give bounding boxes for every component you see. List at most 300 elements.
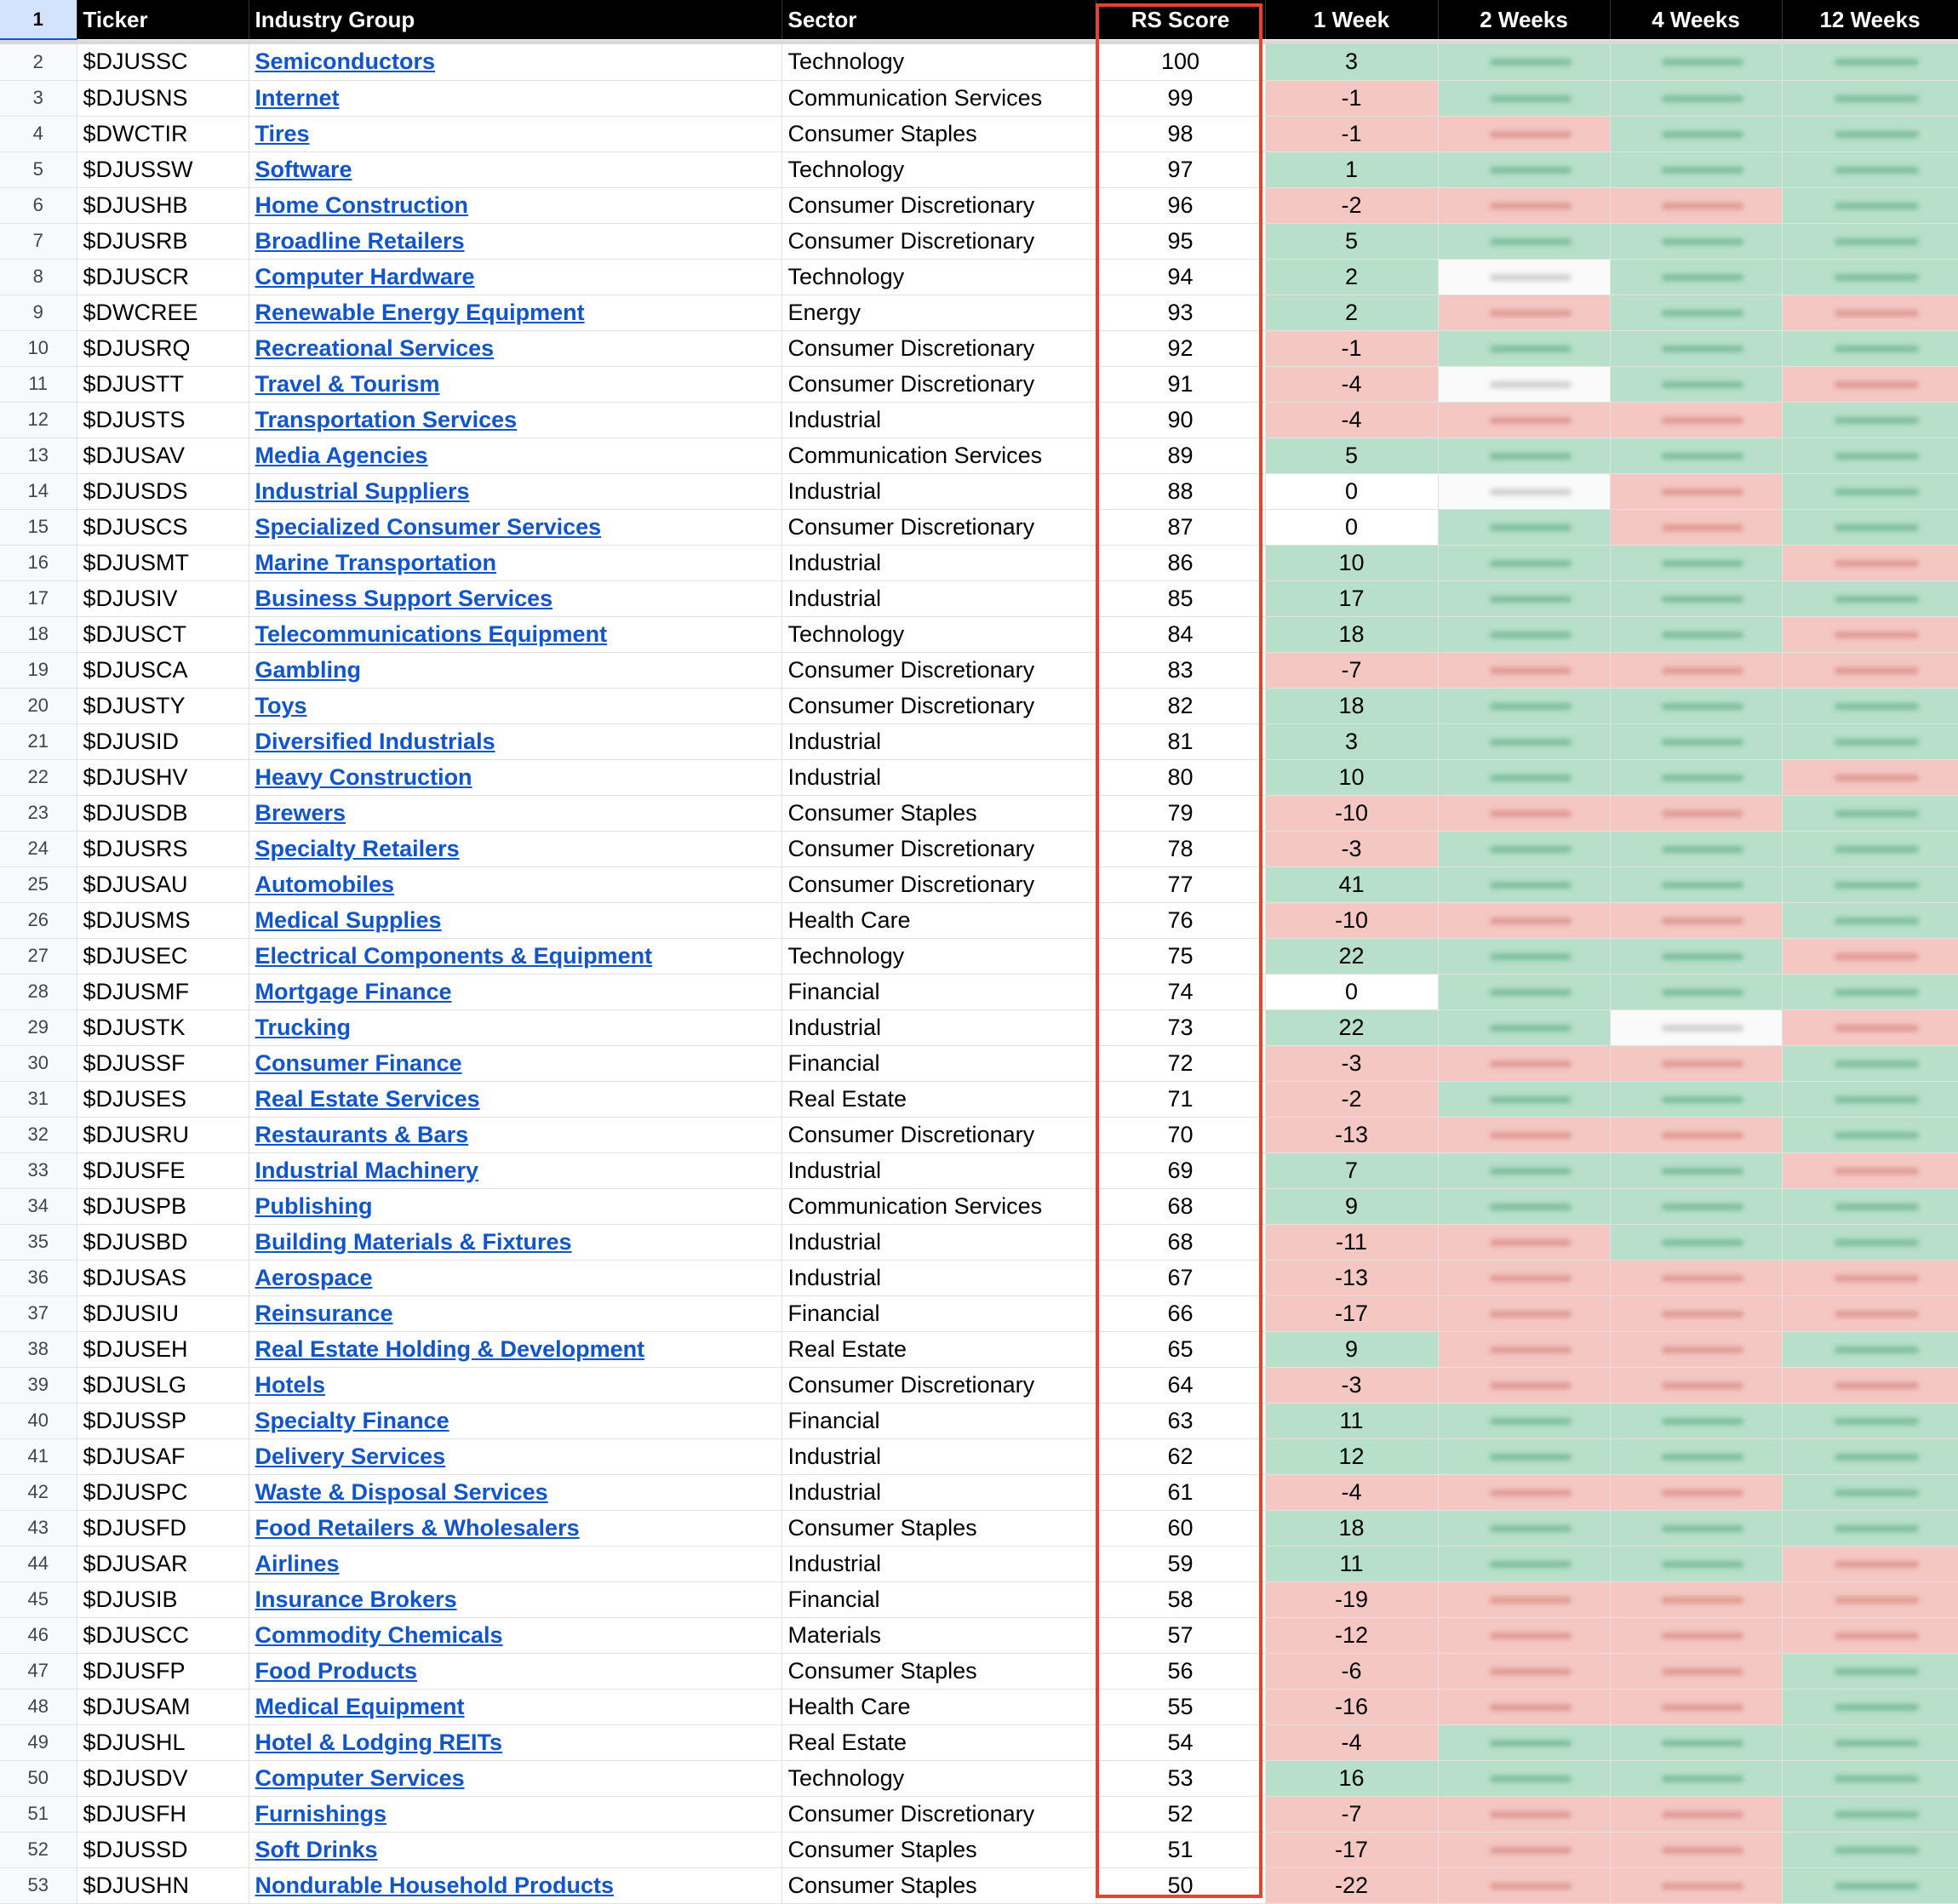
- week1-change-cell[interactable]: 18: [1265, 1510, 1438, 1546]
- industry-cell[interactable]: [249, 187, 781, 223]
- week4-change-cell-blurred[interactable]: [1610, 1403, 1782, 1438]
- week4-change-cell-blurred[interactable]: [1610, 259, 1782, 294]
- industry-cell[interactable]: [249, 1188, 781, 1224]
- week1-change-cell[interactable]: -1: [1265, 80, 1438, 116]
- rs-score-cell[interactable]: 98: [1096, 116, 1265, 152]
- week12-column-header[interactable]: 12 Weeks: [1782, 0, 1958, 39]
- ticker-cell[interactable]: $DJUSMT: [77, 545, 249, 580]
- week4-change-cell-blurred[interactable]: [1610, 1152, 1782, 1188]
- week1-change-cell[interactable]: 0: [1265, 473, 1438, 509]
- rs-score-column-header[interactable]: RS Score: [1096, 0, 1265, 39]
- rs-score-cell[interactable]: 66: [1096, 1295, 1265, 1331]
- sector-cell[interactable]: Real Estate: [781, 1724, 1096, 1760]
- industry-cell[interactable]: [249, 1331, 781, 1367]
- row-number[interactable]: 24: [0, 831, 77, 866]
- sector-cell[interactable]: Industrial: [781, 759, 1096, 795]
- week1-change-cell[interactable]: 2: [1265, 259, 1438, 294]
- industry-link[interactable]: Specialty Retailers: [255, 835, 460, 861]
- week4-change-cell-blurred[interactable]: [1610, 580, 1782, 616]
- ticker-cell[interactable]: $DJUSAU: [77, 866, 249, 902]
- sector-cell[interactable]: Consumer Discretionary: [781, 1367, 1096, 1403]
- week4-change-cell-blurred[interactable]: [1610, 437, 1782, 473]
- sector-cell[interactable]: Consumer Discretionary: [781, 1796, 1096, 1832]
- ticker-cell[interactable]: $DJUSCA: [77, 652, 249, 688]
- rs-score-cell[interactable]: 78: [1096, 831, 1265, 866]
- week1-change-cell[interactable]: -17: [1265, 1832, 1438, 1867]
- sector-cell[interactable]: Consumer Staples: [781, 1867, 1096, 1903]
- ticker-cell[interactable]: $DJUSAM: [77, 1689, 249, 1724]
- industry-link[interactable]: Aerospace: [255, 1264, 373, 1290]
- industry-link[interactable]: Internet: [255, 84, 340, 111]
- week2-change-cell-blurred[interactable]: [1438, 831, 1610, 866]
- sector-cell[interactable]: Communication Services: [781, 80, 1096, 116]
- week1-change-cell[interactable]: -2: [1265, 1081, 1438, 1117]
- industry-cell[interactable]: [249, 688, 781, 723]
- row-number[interactable]: 5: [0, 152, 77, 187]
- sector-cell[interactable]: Technology: [781, 259, 1096, 294]
- row-number[interactable]: 4: [0, 116, 77, 152]
- sector-cell[interactable]: Consumer Discretionary: [781, 866, 1096, 902]
- row-number-header[interactable]: 1: [0, 0, 77, 39]
- sector-cell[interactable]: Industrial: [781, 545, 1096, 580]
- week2-change-cell-blurred[interactable]: [1438, 1510, 1610, 1546]
- industry-link[interactable]: Airlines: [255, 1550, 340, 1576]
- rs-score-cell[interactable]: 88: [1096, 473, 1265, 509]
- sector-cell[interactable]: Financial: [781, 1045, 1096, 1081]
- week2-change-cell-blurred[interactable]: [1438, 1009, 1610, 1045]
- row-number[interactable]: 28: [0, 974, 77, 1009]
- industry-link[interactable]: Industrial Machinery: [255, 1157, 479, 1183]
- industry-cell[interactable]: [249, 473, 781, 509]
- week2-change-cell-blurred[interactable]: [1438, 330, 1610, 366]
- industry-cell[interactable]: [249, 1438, 781, 1474]
- row-number[interactable]: 41: [0, 1438, 77, 1474]
- week12-change-cell-blurred[interactable]: [1782, 1474, 1958, 1510]
- week2-change-cell-blurred[interactable]: [1438, 1474, 1610, 1510]
- week4-change-cell-blurred[interactable]: [1610, 831, 1782, 866]
- week4-change-cell-blurred[interactable]: [1610, 402, 1782, 437]
- row-number[interactable]: 32: [0, 1117, 77, 1152]
- week4-change-cell-blurred[interactable]: [1610, 759, 1782, 795]
- rs-score-cell[interactable]: 59: [1096, 1546, 1265, 1581]
- industry-cell[interactable]: [249, 1403, 781, 1438]
- week4-change-cell-blurred[interactable]: [1610, 652, 1782, 688]
- week2-change-cell-blurred[interactable]: [1438, 402, 1610, 437]
- week4-change-cell-blurred[interactable]: [1610, 80, 1782, 116]
- rs-score-cell[interactable]: 62: [1096, 1438, 1265, 1474]
- week12-change-cell-blurred[interactable]: [1782, 723, 1958, 759]
- week12-change-cell-blurred[interactable]: [1782, 688, 1958, 723]
- week1-change-cell[interactable]: 22: [1265, 1009, 1438, 1045]
- row-number[interactable]: 50: [0, 1760, 77, 1796]
- week4-change-cell-blurred[interactable]: [1610, 44, 1782, 80]
- row-number[interactable]: 46: [0, 1617, 77, 1653]
- row-number[interactable]: 20: [0, 688, 77, 723]
- week12-change-cell-blurred[interactable]: [1782, 1653, 1958, 1689]
- week1-change-cell[interactable]: -6: [1265, 1653, 1438, 1689]
- rs-score-cell[interactable]: 69: [1096, 1152, 1265, 1188]
- week2-change-cell-blurred[interactable]: [1438, 1152, 1610, 1188]
- rs-score-cell[interactable]: 52: [1096, 1796, 1265, 1832]
- rs-score-cell[interactable]: 93: [1096, 294, 1265, 330]
- week2-change-cell-blurred[interactable]: [1438, 652, 1610, 688]
- industry-link[interactable]: Transportation Services: [255, 406, 518, 432]
- industry-cell[interactable]: [249, 330, 781, 366]
- ticker-cell[interactable]: $DWCREE: [77, 294, 249, 330]
- row-number[interactable]: 12: [0, 402, 77, 437]
- industry-link[interactable]: Delivery Services: [255, 1443, 446, 1469]
- ticker-cell[interactable]: $DJUSFD: [77, 1510, 249, 1546]
- industry-link[interactable]: Building Materials & Fixtures: [255, 1228, 572, 1255]
- week4-change-cell-blurred[interactable]: [1610, 1117, 1782, 1152]
- industry-cell[interactable]: [249, 1045, 781, 1081]
- rs-score-cell[interactable]: 87: [1096, 509, 1265, 545]
- sector-cell[interactable]: Industrial: [781, 580, 1096, 616]
- ticker-cell[interactable]: $DJUSFH: [77, 1796, 249, 1832]
- week4-change-cell-blurred[interactable]: [1610, 330, 1782, 366]
- industry-link[interactable]: Waste & Disposal Services: [255, 1478, 548, 1505]
- week2-change-cell-blurred[interactable]: [1438, 1367, 1610, 1403]
- rs-score-cell[interactable]: 91: [1096, 366, 1265, 402]
- week12-change-cell-blurred[interactable]: [1782, 1832, 1958, 1867]
- week1-column-header[interactable]: 1 Week: [1265, 0, 1438, 39]
- week2-change-cell-blurred[interactable]: [1438, 1331, 1610, 1367]
- row-number[interactable]: 47: [0, 1653, 77, 1689]
- industry-link[interactable]: Toys: [255, 692, 307, 718]
- industry-link[interactable]: Semiconductors: [255, 49, 436, 75]
- industry-column-header[interactable]: Industry Group: [249, 0, 781, 39]
- week4-change-cell-blurred[interactable]: [1610, 1045, 1782, 1081]
- rs-score-cell[interactable]: 81: [1096, 723, 1265, 759]
- ticker-cell[interactable]: $DJUSID: [77, 723, 249, 759]
- industry-cell[interactable]: [249, 580, 781, 616]
- ticker-cell[interactable]: $DJUSSP: [77, 1403, 249, 1438]
- week1-change-cell[interactable]: -13: [1265, 1117, 1438, 1152]
- week4-change-cell-blurred[interactable]: [1610, 152, 1782, 187]
- ticker-cell[interactable]: $DJUSIV: [77, 580, 249, 616]
- industry-cell[interactable]: [249, 652, 781, 688]
- row-number[interactable]: 29: [0, 1009, 77, 1045]
- rs-score-cell[interactable]: 51: [1096, 1832, 1265, 1867]
- week2-change-cell-blurred[interactable]: [1438, 938, 1610, 974]
- industry-cell[interactable]: [249, 80, 781, 116]
- industry-cell[interactable]: [249, 1760, 781, 1796]
- sector-cell[interactable]: Financial: [781, 1581, 1096, 1617]
- week4-change-cell-blurred[interactable]: [1610, 1796, 1782, 1832]
- row-number[interactable]: 14: [0, 473, 77, 509]
- week1-change-cell[interactable]: 18: [1265, 688, 1438, 723]
- week12-change-cell-blurred[interactable]: [1782, 223, 1958, 259]
- rs-score-cell[interactable]: 64: [1096, 1367, 1265, 1403]
- rs-score-cell[interactable]: 71: [1096, 1081, 1265, 1117]
- week2-change-cell-blurred[interactable]: [1438, 1224, 1610, 1260]
- industry-cell[interactable]: [249, 402, 781, 437]
- row-number[interactable]: 31: [0, 1081, 77, 1117]
- industry-link[interactable]: Hotel & Lodging REITs: [255, 1729, 502, 1755]
- industry-cell[interactable]: [249, 1367, 781, 1403]
- industry-cell[interactable]: [249, 437, 781, 473]
- sector-cell[interactable]: Industrial: [781, 1546, 1096, 1581]
- row-number[interactable]: 49: [0, 1724, 77, 1760]
- week12-change-cell-blurred[interactable]: [1782, 1724, 1958, 1760]
- industry-cell[interactable]: [249, 259, 781, 294]
- week12-change-cell-blurred[interactable]: [1782, 1117, 1958, 1152]
- week4-change-cell-blurred[interactable]: [1610, 1510, 1782, 1546]
- week12-change-cell-blurred[interactable]: [1782, 366, 1958, 402]
- row-number[interactable]: 36: [0, 1260, 77, 1295]
- rs-score-cell[interactable]: 96: [1096, 187, 1265, 223]
- rs-score-cell[interactable]: 70: [1096, 1117, 1265, 1152]
- row-number[interactable]: 42: [0, 1474, 77, 1510]
- sector-cell[interactable]: Consumer Staples: [781, 116, 1096, 152]
- week12-change-cell-blurred[interactable]: [1782, 795, 1958, 831]
- industry-link[interactable]: Business Support Services: [255, 585, 553, 611]
- industry-link[interactable]: Hotels: [255, 1371, 326, 1398]
- week4-change-cell-blurred[interactable]: [1610, 1867, 1782, 1903]
- week2-column-header[interactable]: 2 Weeks: [1438, 0, 1610, 39]
- ticker-cell[interactable]: $DJUSHN: [77, 1867, 249, 1903]
- ticker-cell[interactable]: $DJUSPB: [77, 1188, 249, 1224]
- week12-change-cell-blurred[interactable]: [1782, 473, 1958, 509]
- week1-change-cell[interactable]: 11: [1265, 1546, 1438, 1581]
- week4-change-cell-blurred[interactable]: [1610, 545, 1782, 580]
- rs-score-cell[interactable]: 79: [1096, 795, 1265, 831]
- sector-cell[interactable]: Financial: [781, 1403, 1096, 1438]
- rs-score-cell[interactable]: 57: [1096, 1617, 1265, 1653]
- week4-change-cell-blurred[interactable]: [1610, 187, 1782, 223]
- industry-cell[interactable]: [249, 1224, 781, 1260]
- sector-cell[interactable]: Consumer Discretionary: [781, 509, 1096, 545]
- rs-score-cell[interactable]: 99: [1096, 80, 1265, 116]
- row-number[interactable]: 52: [0, 1832, 77, 1867]
- rs-score-cell[interactable]: 53: [1096, 1760, 1265, 1796]
- week1-change-cell[interactable]: -4: [1265, 1724, 1438, 1760]
- week2-change-cell-blurred[interactable]: [1438, 1832, 1610, 1867]
- ticker-cell[interactable]: $DJUSAV: [77, 437, 249, 473]
- industry-link[interactable]: Tires: [255, 120, 310, 146]
- week4-change-cell-blurred[interactable]: [1610, 116, 1782, 152]
- week1-change-cell[interactable]: -16: [1265, 1689, 1438, 1724]
- week1-change-cell[interactable]: -1: [1265, 116, 1438, 152]
- industry-link[interactable]: Brewers: [255, 799, 346, 826]
- week12-change-cell-blurred[interactable]: [1782, 259, 1958, 294]
- week2-change-cell-blurred[interactable]: [1438, 1546, 1610, 1581]
- industry-cell[interactable]: [249, 974, 781, 1009]
- week4-change-cell-blurred[interactable]: [1610, 473, 1782, 509]
- rs-score-cell[interactable]: 77: [1096, 866, 1265, 902]
- week12-change-cell-blurred[interactable]: [1782, 330, 1958, 366]
- week4-change-cell-blurred[interactable]: [1610, 1760, 1782, 1796]
- week4-change-cell-blurred[interactable]: [1610, 902, 1782, 938]
- week4-change-cell-blurred[interactable]: [1610, 1295, 1782, 1331]
- week4-change-cell-blurred[interactable]: [1610, 509, 1782, 545]
- week1-change-cell[interactable]: 0: [1265, 509, 1438, 545]
- week1-change-cell[interactable]: 5: [1265, 223, 1438, 259]
- week1-change-cell[interactable]: -3: [1265, 1367, 1438, 1403]
- industry-link[interactable]: Soft Drinks: [255, 1836, 378, 1862]
- week1-change-cell[interactable]: -4: [1265, 1474, 1438, 1510]
- week12-change-cell-blurred[interactable]: [1782, 1689, 1958, 1724]
- ticker-cell[interactable]: $DJUSDS: [77, 473, 249, 509]
- industry-cell[interactable]: [249, 223, 781, 259]
- sector-cell[interactable]: Consumer Staples: [781, 1832, 1096, 1867]
- sector-cell[interactable]: Industrial: [781, 723, 1096, 759]
- row-number[interactable]: 27: [0, 938, 77, 974]
- week4-change-cell-blurred[interactable]: [1610, 1438, 1782, 1474]
- week1-change-cell[interactable]: 2: [1265, 294, 1438, 330]
- sector-cell[interactable]: Real Estate: [781, 1331, 1096, 1367]
- row-number[interactable]: 43: [0, 1510, 77, 1546]
- sector-cell[interactable]: Health Care: [781, 902, 1096, 938]
- week12-change-cell-blurred[interactable]: [1782, 1581, 1958, 1617]
- ticker-cell[interactable]: $DJUSTK: [77, 1009, 249, 1045]
- industry-link[interactable]: Commodity Chemicals: [255, 1621, 503, 1648]
- week4-change-cell-blurred[interactable]: [1610, 866, 1782, 902]
- industry-cell[interactable]: [249, 723, 781, 759]
- week12-change-cell-blurred[interactable]: [1782, 580, 1958, 616]
- industry-link[interactable]: Reinsurance: [255, 1300, 393, 1326]
- industry-link[interactable]: Telecommunications Equipment: [255, 620, 608, 647]
- week1-change-cell[interactable]: 9: [1265, 1188, 1438, 1224]
- rs-score-cell[interactable]: 58: [1096, 1581, 1265, 1617]
- sector-cell[interactable]: Industrial: [781, 1474, 1096, 1510]
- ticker-cell[interactable]: $DJUSIB: [77, 1581, 249, 1617]
- row-number[interactable]: 38: [0, 1331, 77, 1367]
- week1-change-cell[interactable]: 5: [1265, 437, 1438, 473]
- week4-change-cell-blurred[interactable]: [1610, 1188, 1782, 1224]
- ticker-cell[interactable]: $DJUSPC: [77, 1474, 249, 1510]
- rs-score-cell[interactable]: 80: [1096, 759, 1265, 795]
- ticker-cell[interactable]: $DJUSRB: [77, 223, 249, 259]
- week12-change-cell-blurred[interactable]: [1782, 759, 1958, 795]
- industry-cell[interactable]: [249, 1081, 781, 1117]
- week1-change-cell[interactable]: -10: [1265, 795, 1438, 831]
- week2-change-cell-blurred[interactable]: [1438, 1081, 1610, 1117]
- industry-link[interactable]: Nondurable Household Products: [255, 1872, 615, 1898]
- week4-change-cell-blurred[interactable]: [1610, 1546, 1782, 1581]
- week2-change-cell-blurred[interactable]: [1438, 1653, 1610, 1689]
- week2-change-cell-blurred[interactable]: [1438, 688, 1610, 723]
- week12-change-cell-blurred[interactable]: [1782, 187, 1958, 223]
- week4-change-cell-blurred[interactable]: [1610, 1617, 1782, 1653]
- week2-change-cell-blurred[interactable]: [1438, 259, 1610, 294]
- row-number[interactable]: 13: [0, 437, 77, 473]
- sector-column-header[interactable]: Sector: [781, 0, 1096, 39]
- industry-link[interactable]: Travel & Tourism: [255, 370, 440, 397]
- sector-cell[interactable]: Consumer Staples: [781, 795, 1096, 831]
- rs-score-cell[interactable]: 84: [1096, 616, 1265, 652]
- industry-link[interactable]: Mortgage Finance: [255, 978, 452, 1004]
- week2-change-cell-blurred[interactable]: [1438, 1295, 1610, 1331]
- industry-link[interactable]: Restaurants & Bars: [255, 1121, 469, 1147]
- ticker-cell[interactable]: $DJUSSF: [77, 1045, 249, 1081]
- sector-cell[interactable]: Technology: [781, 616, 1096, 652]
- week4-change-cell-blurred[interactable]: [1610, 1724, 1782, 1760]
- industry-link[interactable]: Computer Services: [255, 1764, 465, 1791]
- row-number[interactable]: 2: [0, 44, 77, 80]
- industry-link[interactable]: Software: [255, 156, 352, 182]
- week4-change-cell-blurred[interactable]: [1610, 616, 1782, 652]
- week2-change-cell-blurred[interactable]: [1438, 759, 1610, 795]
- industry-cell[interactable]: [249, 938, 781, 974]
- week4-change-cell-blurred[interactable]: [1610, 1081, 1782, 1117]
- week12-change-cell-blurred[interactable]: [1782, 1403, 1958, 1438]
- week4-change-cell-blurred[interactable]: [1610, 294, 1782, 330]
- week1-change-cell[interactable]: -19: [1265, 1581, 1438, 1617]
- rs-score-cell[interactable]: 76: [1096, 902, 1265, 938]
- sector-cell[interactable]: Technology: [781, 152, 1096, 187]
- week2-change-cell-blurred[interactable]: [1438, 974, 1610, 1009]
- week12-change-cell-blurred[interactable]: [1782, 1152, 1958, 1188]
- industry-link[interactable]: Medical Supplies: [255, 906, 442, 933]
- week2-change-cell-blurred[interactable]: [1438, 116, 1610, 152]
- rs-score-cell[interactable]: 86: [1096, 545, 1265, 580]
- industry-link[interactable]: Gambling: [255, 656, 362, 683]
- rs-score-cell[interactable]: 94: [1096, 259, 1265, 294]
- sector-cell[interactable]: Consumer Discretionary: [781, 831, 1096, 866]
- industry-cell[interactable]: [249, 1581, 781, 1617]
- ticker-cell[interactable]: $DJUSEH: [77, 1331, 249, 1367]
- week2-change-cell-blurred[interactable]: [1438, 294, 1610, 330]
- week4-change-cell-blurred[interactable]: [1610, 723, 1782, 759]
- week1-change-cell[interactable]: -11: [1265, 1224, 1438, 1260]
- sector-cell[interactable]: Health Care: [781, 1689, 1096, 1724]
- row-number[interactable]: 21: [0, 723, 77, 759]
- industry-cell[interactable]: [249, 866, 781, 902]
- week1-change-cell[interactable]: -1: [1265, 330, 1438, 366]
- week12-change-cell-blurred[interactable]: [1782, 1295, 1958, 1331]
- rs-score-cell[interactable]: 55: [1096, 1689, 1265, 1724]
- week2-change-cell-blurred[interactable]: [1438, 545, 1610, 580]
- week1-change-cell[interactable]: -7: [1265, 652, 1438, 688]
- sector-cell[interactable]: Industrial: [781, 1260, 1096, 1295]
- industry-cell[interactable]: [249, 1117, 781, 1152]
- week1-change-cell[interactable]: -4: [1265, 366, 1438, 402]
- sector-cell[interactable]: Communication Services: [781, 1188, 1096, 1224]
- sector-cell[interactable]: Technology: [781, 44, 1096, 80]
- rs-score-cell[interactable]: 68: [1096, 1188, 1265, 1224]
- industry-link[interactable]: Food Retailers & Wholesalers: [255, 1514, 580, 1541]
- industry-cell[interactable]: [249, 509, 781, 545]
- industry-cell[interactable]: [249, 1510, 781, 1546]
- industry-cell[interactable]: [249, 294, 781, 330]
- industry-link[interactable]: Recreational Services: [255, 334, 495, 361]
- week2-change-cell-blurred[interactable]: [1438, 473, 1610, 509]
- industry-cell[interactable]: [249, 545, 781, 580]
- row-number[interactable]: 53: [0, 1867, 77, 1903]
- week12-change-cell-blurred[interactable]: [1782, 938, 1958, 974]
- week2-change-cell-blurred[interactable]: [1438, 1188, 1610, 1224]
- week2-change-cell-blurred[interactable]: [1438, 1867, 1610, 1903]
- week12-change-cell-blurred[interactable]: [1782, 1045, 1958, 1081]
- week2-change-cell-blurred[interactable]: [1438, 223, 1610, 259]
- row-number[interactable]: 8: [0, 259, 77, 294]
- week4-change-cell-blurred[interactable]: [1610, 974, 1782, 1009]
- industry-cell[interactable]: [249, 1689, 781, 1724]
- week4-change-cell-blurred[interactable]: [1610, 223, 1782, 259]
- week1-change-cell[interactable]: 1: [1265, 152, 1438, 187]
- week12-change-cell-blurred[interactable]: [1782, 652, 1958, 688]
- industry-link[interactable]: Diversified Industrials: [255, 728, 495, 754]
- sector-cell[interactable]: Industrial: [781, 1438, 1096, 1474]
- sector-cell[interactable]: Financial: [781, 1295, 1096, 1331]
- week4-column-header[interactable]: 4 Weeks: [1610, 0, 1782, 39]
- week12-change-cell-blurred[interactable]: [1782, 1867, 1958, 1903]
- week12-change-cell-blurred[interactable]: [1782, 437, 1958, 473]
- ticker-cell[interactable]: $DJUSDV: [77, 1760, 249, 1796]
- week2-change-cell-blurred[interactable]: [1438, 1724, 1610, 1760]
- week1-change-cell[interactable]: 10: [1265, 759, 1438, 795]
